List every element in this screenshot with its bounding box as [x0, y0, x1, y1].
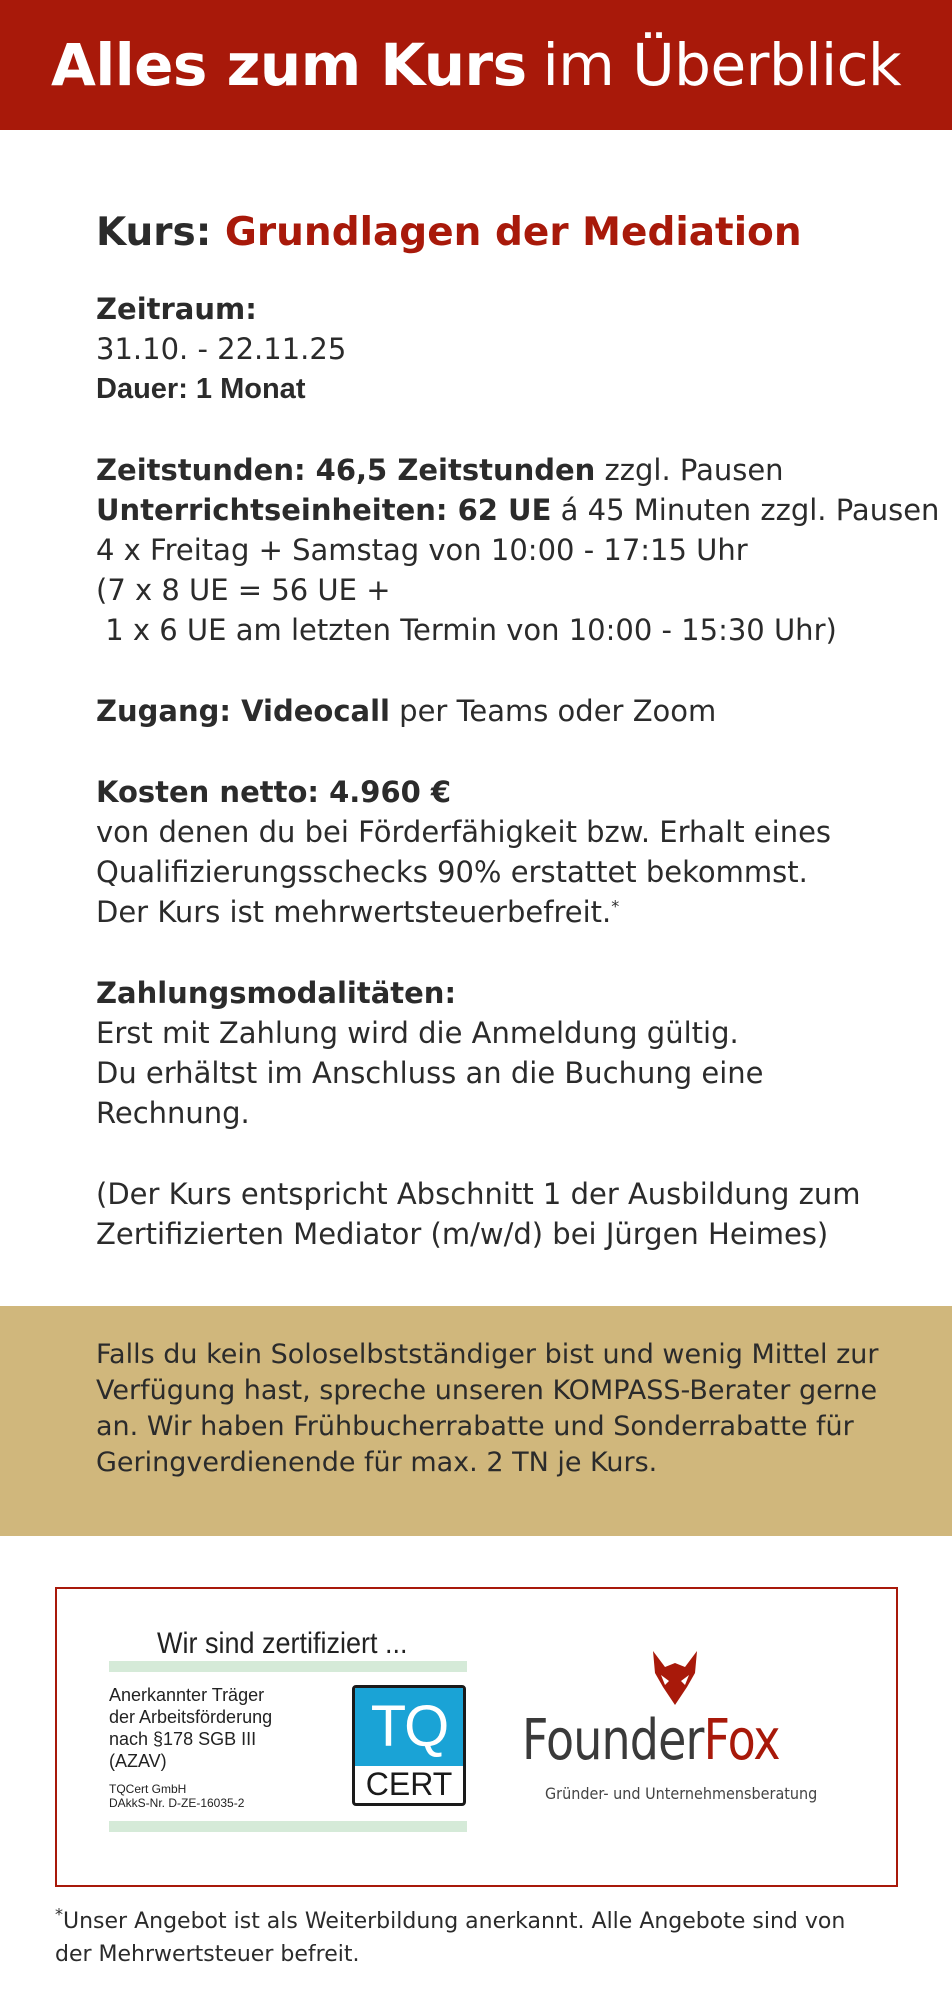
tqcert-logo	[352, 1685, 466, 1806]
time-hours-suffix: zzgl. Pausen	[595, 453, 784, 487]
cert-small-1: TQCert GmbH	[109, 1782, 187, 1796]
units-calc-line-1: (7 x 8 UE = 56 UE +	[96, 573, 391, 607]
founderfox-logo	[522, 1709, 780, 1773]
payment-line-2: Du erhältst im Anschluss an die Buchung eine	[96, 1056, 764, 1090]
costs-section	[96, 772, 936, 932]
note-line-1: (Der Kurs entspricht Abschnitt 1 der Ausbildung zum	[96, 1177, 861, 1211]
cert-line-4: (AZAV)	[109, 1751, 167, 1771]
header-title-bold: Alles zum Kurs	[50, 31, 527, 99]
costs-line-2: Qualifizierungsschecks 90% erstattet bekommst.	[96, 855, 808, 889]
teaching-units-line	[96, 490, 940, 530]
hours-section	[96, 450, 940, 650]
period-section	[96, 289, 936, 409]
access-line	[96, 691, 936, 731]
access-label: Zugang: Videocall	[96, 694, 390, 728]
discount-line-1: Falls du kein Soloselbstständiger bist und wenig Mittel zur	[96, 1339, 879, 1370]
cert-line-1: Anerkannter Träger	[109, 1685, 265, 1705]
access-section	[96, 691, 936, 731]
certification-box	[55, 1587, 898, 1887]
brand-founder: Founder	[522, 1708, 704, 1773]
certification-text	[109, 1684, 272, 1810]
discount-line-4: Geringverdienende für max. 2 TN je Kurs.	[96, 1447, 658, 1478]
footnote-line-1: Unser Angebot ist als Weiterbildung anerkannt. Alle Angebote sind von	[63, 1909, 846, 1934]
access-suffix: per Teams oder Zoom	[389, 694, 717, 728]
time-hours-line	[96, 450, 936, 490]
brand-fox: Fox	[703, 1708, 780, 1773]
units-calc-line-2: 1 x 6 UE am letzten Termin von 10:00 - 15:30 Uhr)	[96, 613, 837, 647]
tqcert-logo-bottom: CERT	[365, 1766, 453, 1802]
schedule-line: 4 x Freitag + Samstag von 10:00 - 17:15 Uhr	[96, 533, 748, 567]
time-hours-label: Zeitstunden: 46,5 Zeitstunden	[96, 453, 596, 487]
course-details	[96, 205, 940, 1295]
discount-info-text	[96, 1337, 916, 1481]
brand-tagline: Gründer- und Unternehmensberatung	[545, 1784, 818, 1803]
teaching-units-suffix: á 45 Minuten zzgl. Pausen	[551, 493, 940, 527]
footnote-line-2: der Mehrwertsteuer befreit.	[55, 1942, 360, 1967]
payment-line-3: Rechnung.	[96, 1096, 250, 1130]
period-label: Zeitraum:	[96, 292, 257, 326]
header-title-light: im Überblick	[542, 31, 902, 99]
footnote-star: *	[55, 1904, 63, 1924]
cert-line-3: nach §178 SGB III	[109, 1729, 257, 1749]
discount-line-3: an. Wir haben Frühbucherrabatte und Sonderrabatte für	[96, 1411, 854, 1442]
payment-label: Zahlungsmodalitäten:	[96, 976, 457, 1010]
green-divider-bottom	[109, 1821, 467, 1832]
payment-line-1: Erst mit Zahlung wird die Anmeldung gültig.	[96, 1016, 739, 1050]
course-title	[96, 205, 936, 261]
cert-line-2: der Arbeitsförderung	[109, 1707, 273, 1727]
fox-icon	[647, 1649, 703, 1707]
costs-footnote-star: *	[611, 896, 620, 916]
course-label: Kurs:	[96, 210, 212, 255]
tqcert-logo-top: TQ	[355, 1688, 463, 1766]
footnote	[55, 1905, 915, 1971]
cert-small-2: DAkkS-Nr. D-ZE-16035-2	[109, 1796, 245, 1810]
costs-line-3-wrap	[96, 892, 936, 932]
costs-line-3: Der Kurs ist mehrwertsteuerbefreit.	[96, 895, 612, 929]
period-duration: Dauer: 1 Monat	[96, 373, 306, 405]
course-name: Grundlagen der Mediation	[224, 210, 802, 255]
discount-line-2: Verfügung hast, spreche unseren KOMPASS-Berater gerne	[96, 1375, 878, 1406]
costs-label: Kosten netto: 4.960 €	[96, 775, 452, 809]
note-line-2: Zertifizierten Mediator (m/w/d) bei Jürgen Heimes)	[96, 1217, 829, 1251]
page-header	[0, 0, 952, 130]
teaching-units-label: Unterrichtseinheiten: 62 UE	[96, 493, 552, 527]
footnote-line-1-wrap	[55, 1905, 915, 1938]
note-section	[96, 1174, 936, 1254]
green-divider-top	[109, 1661, 467, 1672]
period-dates: 31.10. - 22.11.25	[96, 332, 347, 366]
discount-info-box	[0, 1306, 952, 1536]
certification-heading: Wir sind zertifiziert ...	[157, 1627, 408, 1660]
costs-line-1: von denen du bei Förderfähigkeit bzw. Erhalt eines	[96, 815, 832, 849]
payment-section	[96, 973, 936, 1133]
